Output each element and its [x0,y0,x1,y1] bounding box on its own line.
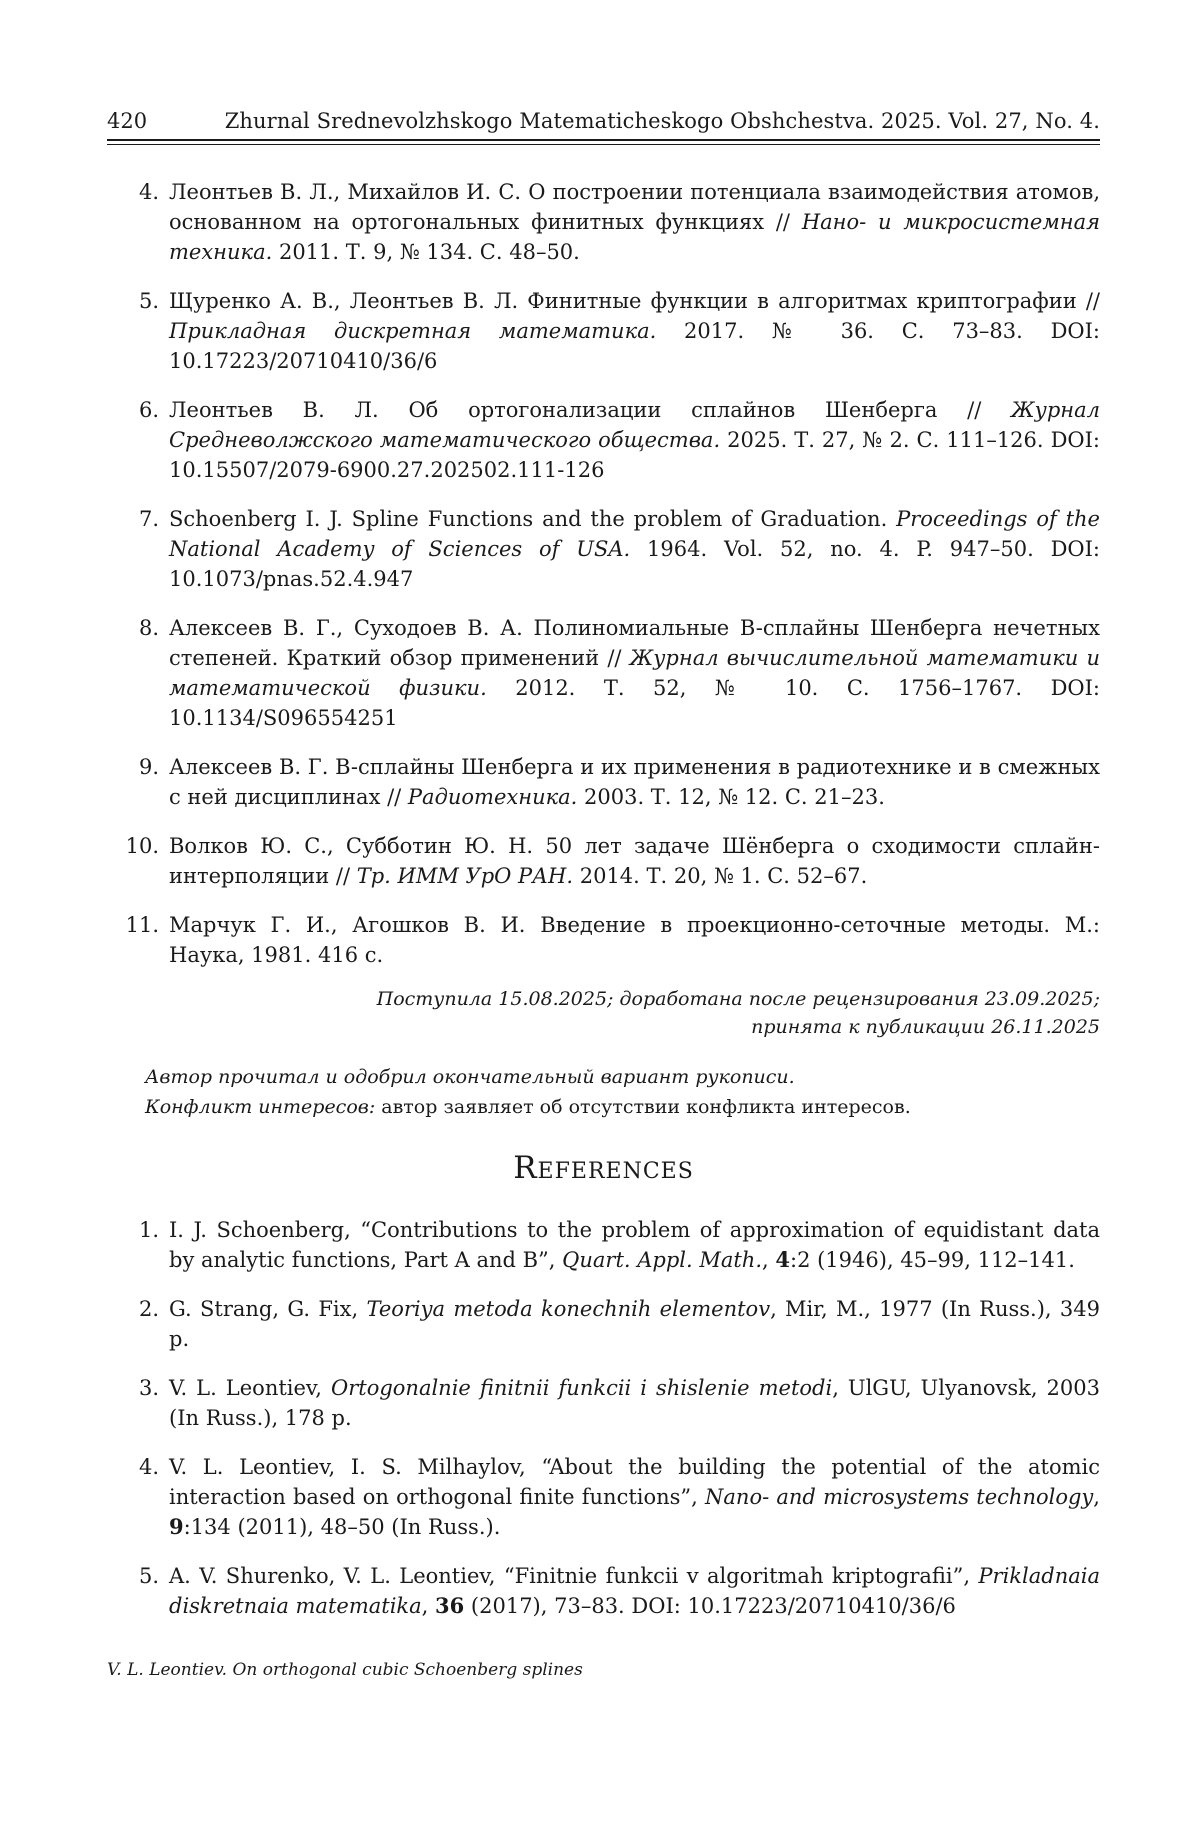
reference-text: , UlGU, Ulyanovsk, 2003 (In Russ.), 178 p. [169,1376,1100,1430]
page-number: 420 [107,109,148,133]
reference-volume: 36 [435,1593,465,1618]
reference-source: Нано- и микросистемная техника. [169,210,1100,264]
reference-source: Прикладная дискретная математика. [169,319,657,343]
reference-source: Ortogonalnie finitnii funkcii i shislenie metodi [331,1376,833,1400]
footer-citation: V. L. Leontiev. On orthogonal cubic Schoenberg splines [107,1660,583,1680]
reference-text: Марчук Г. И., Агошков В. И. Введение в проекционно-сеточные методы. М.: Наука, 1981. 416 с. [169,913,1100,967]
reference-number: 9. [138,755,159,779]
reference-source: Proceedings of the National Academy of Sciences of USA. [169,507,1100,561]
reference-item [107,752,1100,812]
header-rule [107,139,1100,141]
reference-text: A. V. Shurenko, V. L. Leontiev, “Finitnie funkcii v algoritmah kriptografii”, [169,1564,979,1588]
reference-volume: 4 [775,1247,790,1272]
reference-text: :134 (2011), 48–50 (In Russ.). [183,1515,501,1539]
reference-text: :2 (1946), 45–99, 112–141. [790,1248,1075,1272]
reference-text: I. J. Schoenberg, “Contributions to the problem of approximation of equidistant data by analytic functions, Part A and B”, [169,1218,1100,1272]
reference-details: 2011. Т. 9, № 134. С. 48–50. [272,240,580,264]
reference-source: Teoriya metoda konechnih elementov [366,1297,771,1321]
approval-note: Автор прочитал и одобрил окончательный вариант рукописи. [145,1066,795,1088]
reference-source: Тр. ИММ УрО РАН. [356,864,574,888]
reference-details: 2014. Т. 20, № 1. С. 52–67. [573,864,868,888]
reference-item [107,831,1100,891]
reference-details: 2025. Т. 27, № 2. С. 111–126. DOI: 10.15507/2079-6900.27.202502.111-126 [169,428,1100,482]
header-rule-thin [107,144,1100,145]
reference-source: Prikladnaia diskretnaia matematika [169,1564,1100,1618]
running-head [107,108,1100,134]
reference-source: Журнал Средневолжского математического общества. [169,398,1100,452]
accepted-date: принята к публикации 26.11.2025 [751,1016,1100,1038]
reference-number: 4. [138,180,159,204]
reference-text: V. L. Leontiev, I. S. Milhaylov, “About the building the potential of the atomic interaction based on orthogonal finite functions”, [169,1455,1100,1509]
reference-item [107,613,1100,733]
reference-number: 5. [138,289,159,313]
reference-details: 2003. Т. 12, № 12. С. 21–23. [577,785,885,809]
reference-text: Леонтьев В. Л. Об ортогонализации сплайнов Шенберга // [169,398,1012,422]
reference-item [107,1561,1100,1621]
reference-item [107,395,1100,485]
reference-number: 10. [125,834,159,858]
reference-text: Алексеев В. Г., Суходоев В. А. Полиномиальные B-сплайны Шенберга нечетных степеней. Краткий обзор применений // [169,616,1100,670]
reference-details: 2012. Т. 52, № 10. С. 1756–1767. DOI: 10.1134/S096554251 [169,676,1100,730]
reference-text: (2017), 73–83. DOI: 10.17223/20710410/36/6 [464,1594,956,1618]
conflict-label: Конфликт интересов: [145,1096,376,1118]
received-revised-date: Поступила 15.08.2025; доработана после рецензирования 23.09.2025; [376,988,1100,1010]
russian-reference-list [107,177,1100,989]
reference-text: , [421,1594,436,1618]
reference-text: G. Strang, G. Fix, [169,1297,367,1321]
reference-text: Алексеев В. Г. B-сплайны Шенберга и их применения в радиотехнике и в смежных с ней дисциплинах // [169,755,1100,809]
reference-text: Щуренко А. В., Леонтьев В. Л. Финитные функции в алгоритмах криптографии // [169,289,1100,313]
author-notes [145,1062,1100,1122]
reference-item [107,1373,1100,1433]
reference-source: Радиотехника. [407,785,578,809]
reference-text: Schoenberg I. J. Spline Functions and the problem of Graduation. [169,507,897,531]
reference-item [107,286,1100,376]
conflict-note [145,1092,1100,1122]
reference-number: 8. [138,616,159,640]
reference-details: 1964. Vol. 52, no. 4. P. 947–50. DOI: 10.1073/pnas.52.4.947 [169,537,1100,591]
reference-text: , Mir, M., 1977 (In Russ.), 349 p. [169,1297,1100,1351]
submission-dates [300,985,1100,1041]
reference-number: 1. [138,1218,159,1242]
reference-number: 2. [138,1297,159,1321]
reference-number: 5. [138,1564,159,1588]
reference-source: Nano- and microsystems technology [705,1485,1094,1509]
reference-item [107,1294,1100,1354]
reference-item [107,1215,1100,1275]
reference-text: Волков Ю. С., Субботин Ю. Н. 50 лет задаче Шёнберга о сходимости сплайн-интерполяции // [169,834,1100,888]
reference-number: 7. [138,507,159,531]
reference-number: 4. [138,1455,159,1479]
english-reference-list [107,1215,1100,1640]
reference-text: , [762,1248,776,1272]
conflict-text: автор заявляет об отсутствии конфликта интересов. [375,1096,911,1118]
reference-item [107,177,1100,267]
reference-item [107,504,1100,594]
journal-title: Zhurnal Srednevolzhskogo Matematicheskogo Obshchestva. 2025. Vol. 27, No. 4. [224,109,1100,133]
reference-number: 11. [125,913,159,937]
reference-volume: 9 [169,1514,184,1539]
reference-item [107,1452,1100,1542]
reference-source: Журнал вычислительной математики и математической физики. [169,646,1100,700]
references-heading: References [513,1150,694,1186]
reference-details: 2017. № 36. С. 73–83. DOI: 10.17223/20710410/36/6 [169,319,1100,373]
reference-text: Леонтьев В. Л., Михайлов И. С. О построении потенциала взаимодействия атомов, основанном на ортогональных финитных функциях // [169,180,1100,234]
reference-number: 6. [138,398,159,422]
reference-source: Quart. Appl. Math. [562,1248,763,1272]
reference-text: , [1093,1485,1100,1509]
reference-text: V. L. Leontiev, [169,1376,331,1400]
reference-item [107,910,1100,970]
reference-number: 3. [138,1376,159,1400]
